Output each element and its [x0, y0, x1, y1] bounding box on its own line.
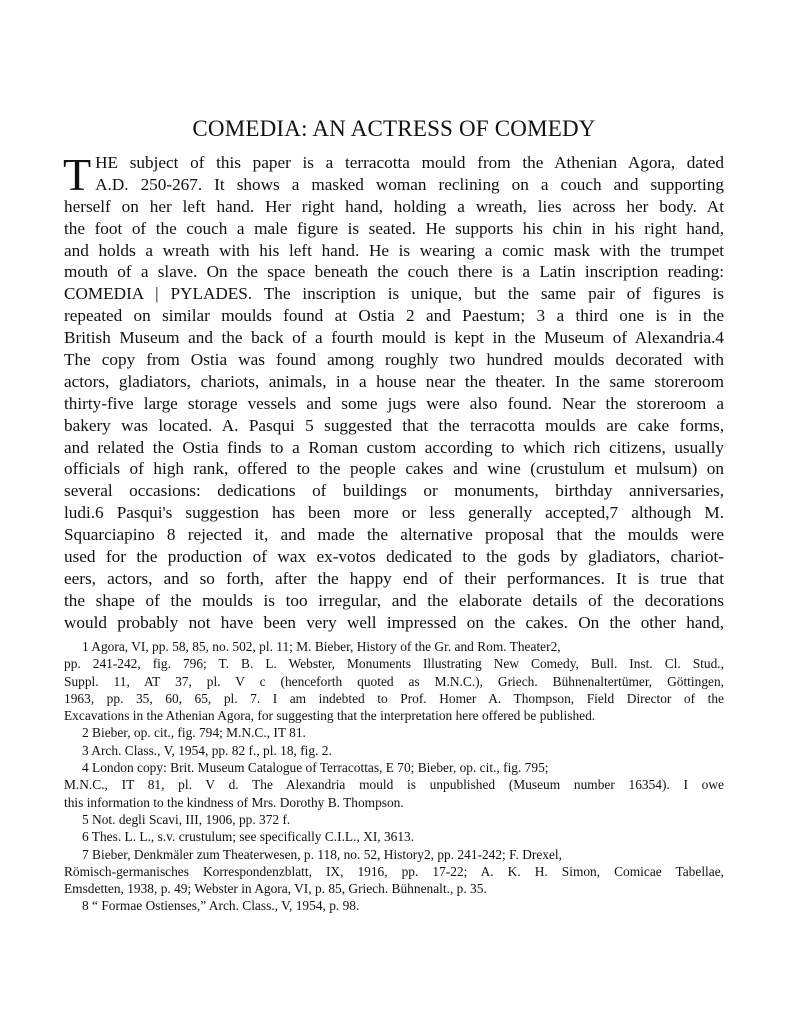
body-line: eers, actors, and so forth, after the happy end of their performances. It is true that: [64, 568, 724, 588]
body-text: [63, 149, 724, 634]
footnote-line: this information to the kindness of Mrs. Dorothy B. Thompson.: [64, 794, 404, 810]
body-line: herself on her left hand. Her right hand, holding a wreath, lies across her body. At: [64, 196, 724, 216]
drop-cap: T: [63, 149, 92, 200]
body-line: repeated on similar moulds found at Ostia 2 and Paestum; 3 a third one is in the: [64, 306, 724, 326]
body-line: The copy from Ostia was found among roughly two hundred moulds decorated with: [64, 350, 724, 370]
page-title: COMEDIA: AN ACTRESS OF COMEDY: [192, 116, 596, 141]
footnote-line: 1963, pp. 35, 60, 65, pl. 7. I am indebted to Prof. Homer A. Thompson, Field Director of the: [64, 690, 724, 706]
body-line: British Museum and the back of a fourth mould is kept in the Museum of Alexandria.4: [64, 328, 724, 348]
body-line: the foot of the couch a male figure is seated. He supports his chin in his right hand,: [64, 218, 724, 238]
body-line: would probably not have been very well impressed on the cakes. On the other hand,: [64, 612, 724, 632]
body-line: bakery was located. A. Pasqui 5 suggested that the terracotta moulds are cake forms,: [64, 415, 724, 435]
footnote-line: 2 Bieber, op. cit., fig. 794; M.N.C., IT 81.: [82, 725, 306, 741]
body-line: and holds a wreath with his left hand. He is wearing a comic mask with the trumpet: [64, 240, 724, 260]
body-line: [64, 174, 724, 196]
body-line: officials of high rank, offered to the people cakes and wine (crustulum et mulsum) on: [64, 459, 724, 479]
era-abbrev: A.D.: [95, 174, 129, 194]
body-line: mouth of a slave. On the space beneath the couch there is a Latin inscription reading:: [64, 262, 724, 282]
body-line: the shape of the moulds is too irregular, and the elaborate details of the decorations: [64, 590, 724, 610]
footnote-line: 6 Thes. L. L., s.v. crustulum; see specifically C.I.L., XI, 3613.: [82, 829, 415, 845]
page: [64, 0, 724, 1024]
body-line-text: 250-267. It shows a masked woman reclining on a couch and supporting: [128, 174, 724, 194]
footnote-line: 8 “ Formae Ostienses,” Arch. Class., V, 1954, p. 98.: [82, 898, 360, 914]
body-line: HE subject of this paper is a terracotta mould from the Athenian Agora, dated: [95, 153, 724, 172]
footnote-line: Suppl. 11, AT 37, pl. V c (henceforth quoted as M.N.C.), Griech. Bühnenaltertümer, Göttingen,: [64, 673, 724, 689]
footnote-line: 4 London copy: Brit. Museum Catalogue of Terracottas, E 70; Bieber, op. cit., fig. 795;: [82, 760, 549, 776]
body-line: actors, gladiators, chariots, animals, in a house near the theater. In the same storeroom: [64, 371, 724, 391]
footnote-line: Emsdetten, 1938, p. 49; Webster in Agora, VI, p. 85, Griech. Bühnenalt., p. 35.: [64, 881, 487, 897]
body-line: used for the production of wax ex-votos dedicated to the gods by gladiators, chariot-: [64, 547, 724, 567]
footnote-line: 7 Bieber, Denkmäler zum Theaterwesen, p. 118, no. 52, History2, pp. 241-242; F. Drexel,: [82, 846, 562, 862]
body-line: and related the Ostia finds to a Roman custom according to which rich citizens, usually: [64, 437, 724, 457]
footnotes: [64, 638, 724, 915]
footnote-line: Römisch-germanisches Korrespondenzblatt, IX, 1916, pp. 17-22; A. K. H. Simon, Comicae Tabellae,: [64, 863, 724, 879]
footnote-line: 5 Not. degli Scavi, III, 1906, pp. 372 f.: [82, 811, 291, 827]
body-line: ludi.6 Pasqui's suggestion has been more or less generally accepted,7 although M.: [64, 503, 724, 523]
footnote-line: Excavations in the Athenian Agora, for suggesting that the interpretation here offered be published.: [64, 708, 596, 724]
body-line: several occasions: dedications of buildings or monuments, birthday anniversaries,: [64, 481, 724, 501]
footnote-line: pp. 241-242, fig. 796; T. B. L. Webster, Monuments Illustrating New Comedy, Bull. Inst. Cl. Stud.,: [64, 656, 724, 672]
footnote-line: 1 Agora, VI, pp. 58, 85, no. 502, pl. 11; M. Bieber, History of the Gr. and Rom. Theater2,: [82, 639, 561, 654]
footnote-line: M.N.C., IT 81, pl. V d. The Alexandria mould is unpublished (Museum number 16354). I owe: [64, 777, 724, 793]
body-line: COMEDIA | PYLADES. The inscription is unique, but the same pair of figures is: [64, 284, 724, 304]
footnote-line: 3 Arch. Class., V, 1954, pp. 82 f., pl. 18, fig. 2.: [82, 742, 332, 758]
body-line: thirty-five large storage vessels and some jugs were also found. Near the storeroom a: [64, 393, 724, 413]
body-line: Squarciapino 8 rejected it, and made the alternative proposal that the moulds were: [64, 525, 724, 545]
